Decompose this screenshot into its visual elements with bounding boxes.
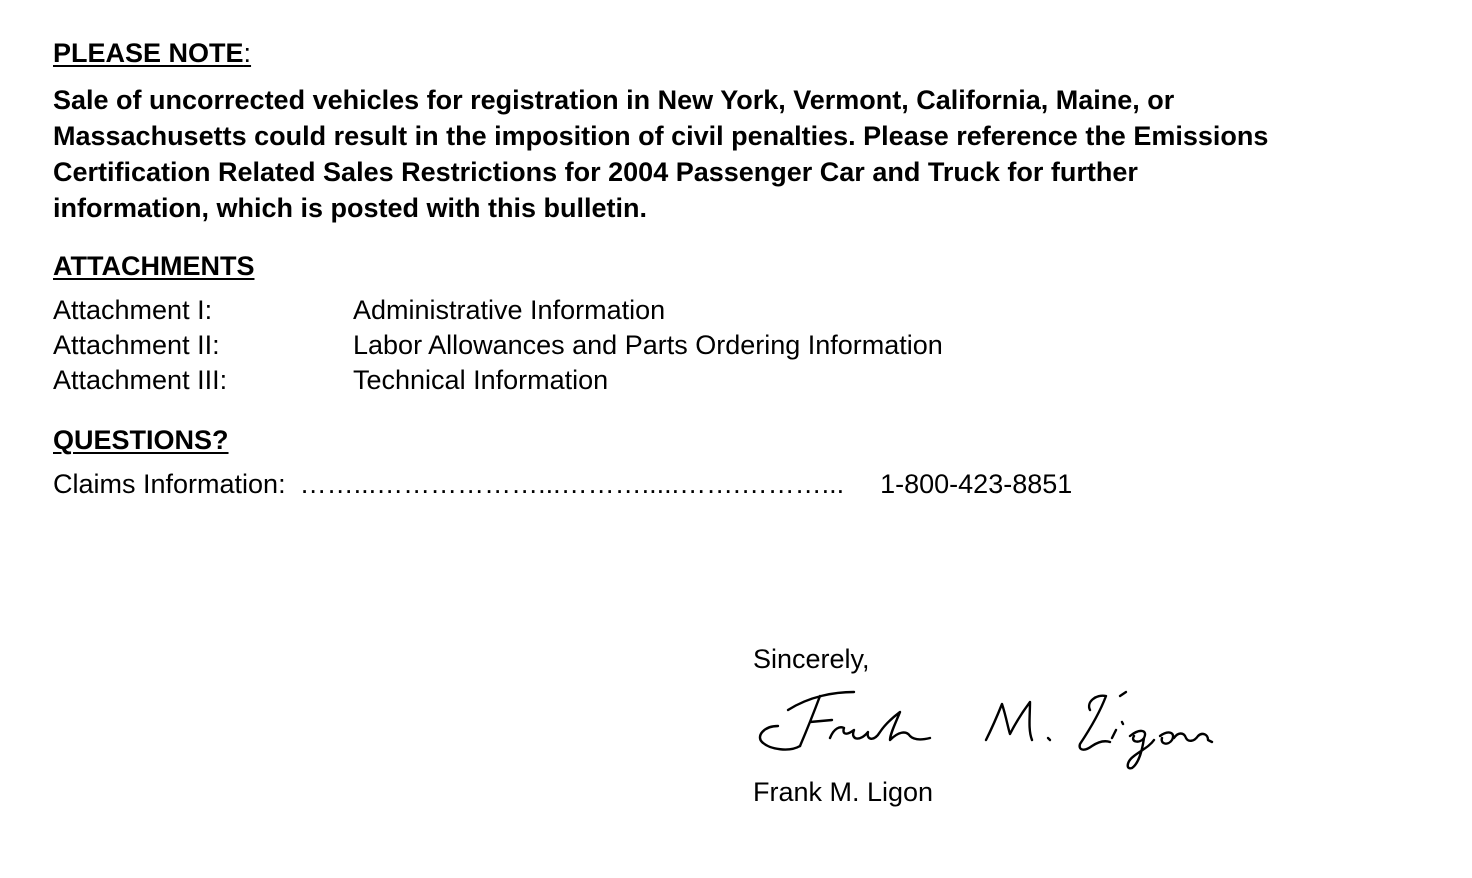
- please-note-body: [53, 82, 1453, 226]
- dot-leader: ……...………………...……….....…….………...: [299, 469, 845, 499]
- signer-name: Frank M. Ligon: [753, 777, 934, 807]
- attachment-description: Technical Information: [353, 365, 609, 395]
- questions-heading: QUESTIONS?: [53, 425, 229, 455]
- handwritten-signature: [750, 682, 1220, 777]
- list-item: [53, 363, 943, 398]
- attachment-description: Labor Allowances and Parts Ordering Information: [353, 330, 943, 360]
- note-line: Certification Related Sales Restrictions for 2004 Passenger Car and Truck for further: [53, 157, 1138, 187]
- attachment-label: Attachment II:: [53, 330, 220, 360]
- attachment-label: Attachment III:: [53, 365, 228, 395]
- closing-salutation: Sincerely,: [753, 644, 870, 674]
- note-line: Sale of uncorrected vehicles for registration in New York, Vermont, California, Maine, or: [53, 85, 1175, 115]
- attachment-label: Attachment I:: [53, 295, 213, 325]
- claims-label: Claims Information:: [53, 469, 286, 499]
- note-line: information, which is posted with this bulletin.: [53, 193, 647, 223]
- note-line: Massachusetts could result in the imposition of civil penalties. Please reference the Emissions: [53, 121, 1269, 151]
- claims-phone-number: 1-800-423-8851: [880, 469, 1073, 499]
- please-note-heading: PLEASE NOTE:: [53, 38, 252, 68]
- claims-information-row: [53, 467, 1072, 502]
- attachments-heading: ATTACHMENTS: [53, 251, 255, 281]
- attachments-list: [53, 293, 943, 398]
- list-item: [53, 293, 943, 328]
- attachment-description: Administrative Information: [353, 295, 666, 325]
- list-item: [53, 328, 943, 363]
